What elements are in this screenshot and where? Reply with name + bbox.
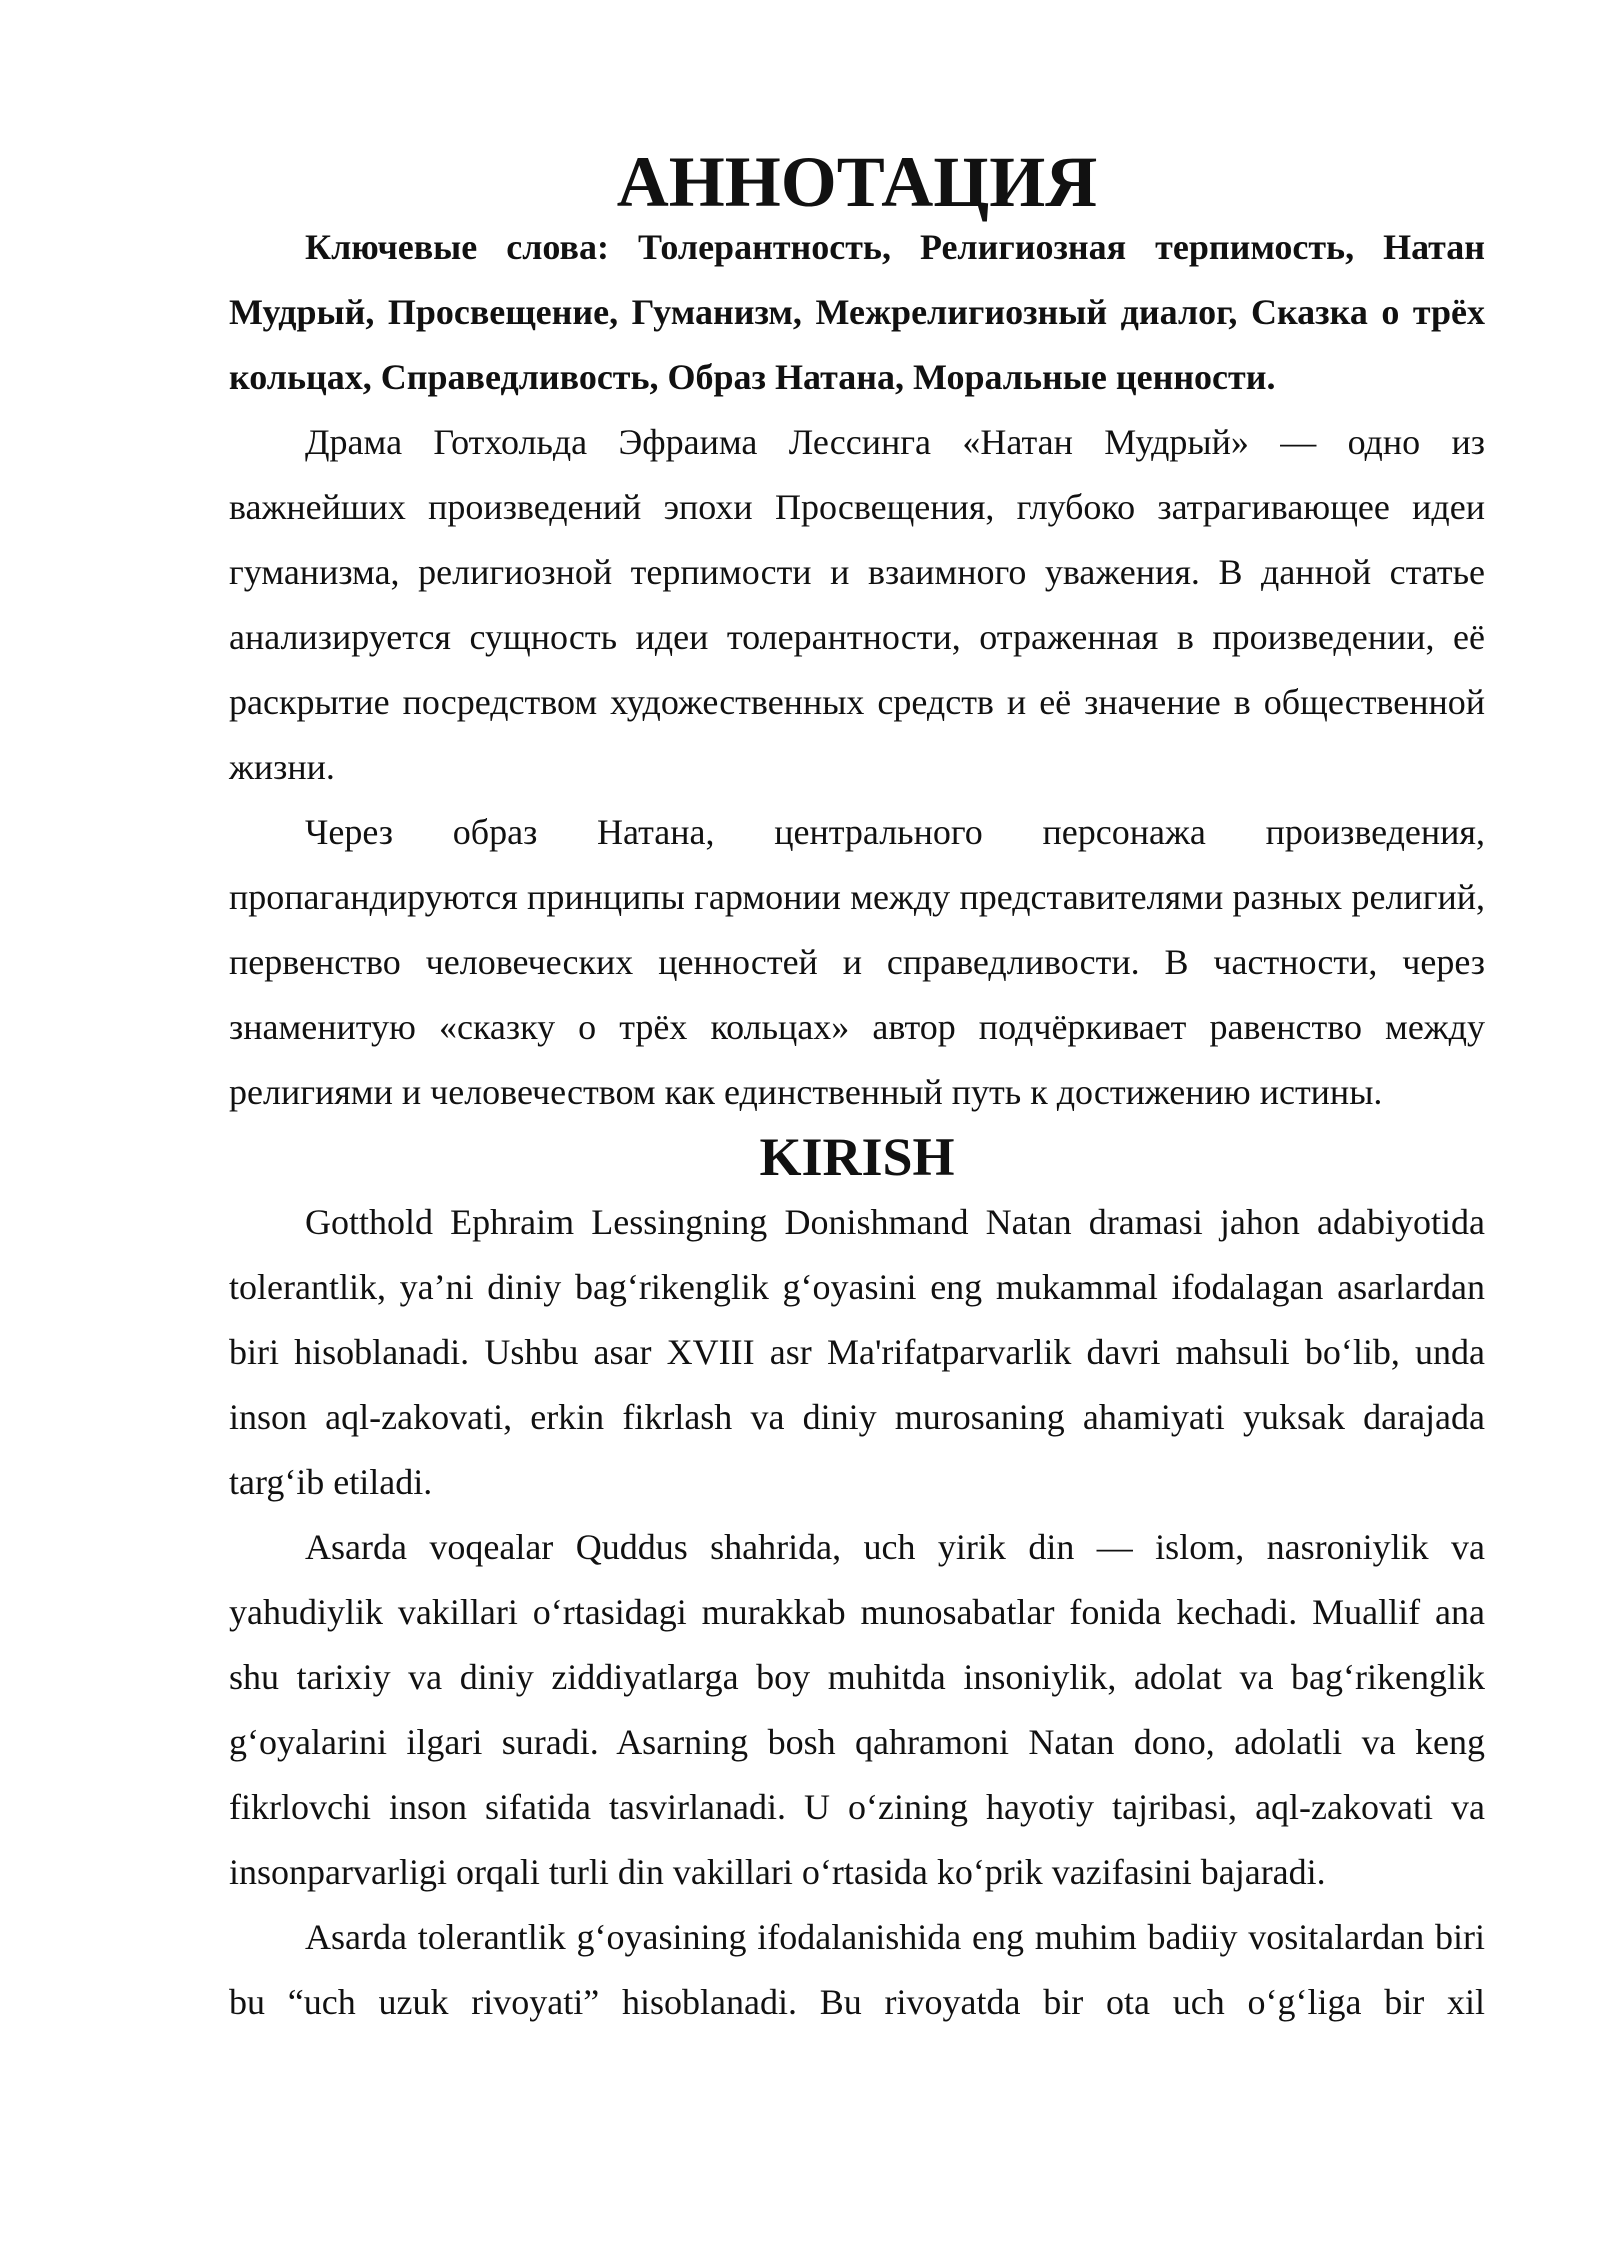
intro-paragraph-1: Gotthold Ephraim Lessingning Donishmand Natan dramasi jahon adabiyotida tolerantlik, ya’ni diniy bag‘rikenglik g‘oyasini eng mukammal ifodalagan asarlardan biri hisoblanadi. Ushbu asar XVIII asr Ma'rifatparvarlik davri mahsuli bo‘lib, unda inson aql-zakovati, erkin fikrlash va diniy murosaning ahamiyati yuksak darajada targ‘ib etiladi. <box>229 1202 1485 1502</box>
document-page <box>229 142 1485 2035</box>
annotation-paragraph-1: Драма Готхольда Эфраима Лессинга «Натан Мудрый» — одно из важнейших произведений эпохи Просвещения, глубоко затрагивающее идеи гуманизма, религиозной терпимости и взаимного уважения. В данной статье анализируется сущность идеи толерантности, отраженная в произведении, её раскрытие посредством художественных средств и её значение в общественной жизни. <box>229 422 1485 787</box>
intro-heading: KIRISH <box>759 1127 955 1187</box>
annotation-paragraph-2: Через образ Натана, центрального персонажа произведения, пропагандируются принципы гармонии между представителями разных религий, первенство человеческих ценностей и справедливости. В частности, через знаменитую «сказку о трёх кольцах» автор подчёркивает равенство между религиями и человечеством как единственный путь к достижению истины. <box>229 812 1485 1112</box>
intro-paragraph-2: Asarda voqealar Quddus shahrida, uch yirik din — islom, nasroniylik va yahudiylik vakillari o‘rtasidagi murakkab munosabatlar fonida kechadi. Muallif ana shu tarixiy va diniy ziddiyatlarga boy muhitda insoniylik, adolat va bag‘rikenglik g‘oyalarini ilgari suradi. Asarning bosh qahramoni Natan dono, adolatli va keng fikrlovchi inson sifatida tasvirlanadi. U o‘zining hayotiy tajribasi, aql-zakovati va insonparvarligi orqali turli din vakillari o‘rtasida ko‘prik vazifasini bajaradi. <box>229 1527 1485 1892</box>
keywords-paragraph: Ключевые слова: Толерантность, Религиозная терпимость, Натан Мудрый, Просвещение, Гуманизм, Межрелигиозный диалог, Сказка о трёх кольцах, Справедливость, Образ Натана, Моральные ценности. <box>229 227 1485 397</box>
annotation-heading: АННОТАЦИЯ <box>616 142 1098 222</box>
intro-paragraph-3: Asarda tolerantlik g‘oyasining ifodalanishida eng muhim badiiy vositalardan biri bu “uch uzuk rivoyati” hisoblanadi. Bu rivoyatda bir ota uch o‘g‘liga bir xil <box>229 1917 1485 2022</box>
